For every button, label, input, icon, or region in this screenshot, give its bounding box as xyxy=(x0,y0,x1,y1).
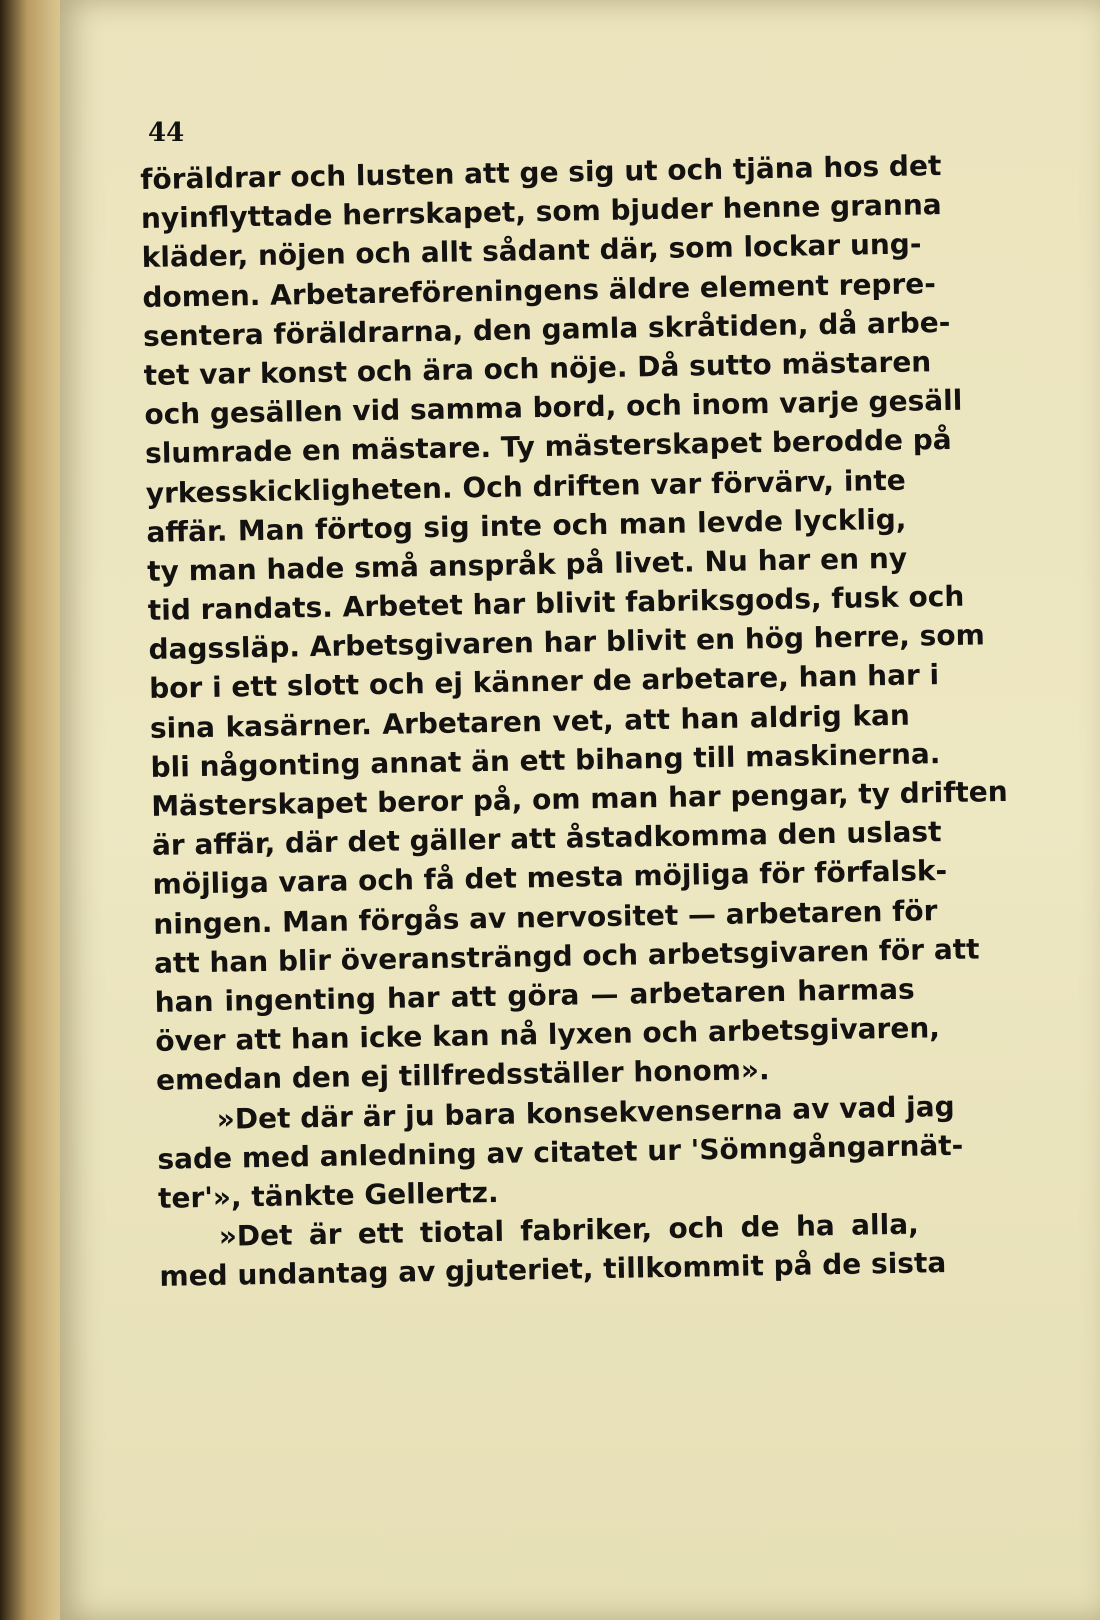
text-line: domen. Arbetareföreningens äldre element repre- xyxy=(142,266,937,314)
text-line: och gesällen vid samma bord, och inom varje gesäll xyxy=(144,383,963,432)
text-line: möjliga vara och få det mesta möjliga för förfalsk- xyxy=(152,854,948,902)
text-line: slumrade en mästare. Ty mästerskapet berodde på xyxy=(144,423,952,471)
text-line: föräldrar och lusten att ge sig ut och tjäna hos det xyxy=(140,149,942,196)
text-line: sina kasärner. Arbetaren vet, att han aldrig kan xyxy=(149,698,911,745)
text-line: över att han icke kan nå lyxen och arbetsgivaren, xyxy=(155,1011,941,1058)
text-line: sade med anledning av citatet ur 'Sömngångarnät- xyxy=(157,1128,964,1176)
body-text xyxy=(140,147,1008,1297)
text-line: bor i ett slott och ej känner de arbetare, han har i xyxy=(148,658,940,706)
text-line: dagssläp. Arbetsgivaren har blivit en hög herre, som xyxy=(148,618,986,667)
text-line: emedan den ej tillfredsställer honom». xyxy=(155,1053,770,1098)
text-line: ty man hade små anspråk på livet. Nu har en ny xyxy=(146,541,908,588)
text-line: bli någonting annat än ett bihang till maskinerna. xyxy=(150,736,941,784)
text-line: att han blir överansträngd och arbetsgivaren för att xyxy=(153,932,980,980)
text-line: nyinflyttade herrskapet, som bjuder henne granna xyxy=(140,188,942,236)
page-number: 44 xyxy=(148,118,185,148)
text-line: ter'», tänkte Gellertz. xyxy=(157,1175,499,1215)
text-line: är affär, där det gäller att åstadkomma den uslast xyxy=(151,815,942,863)
text-line: yrkesskickligheten. Och driften var förvärv, inte xyxy=(145,463,906,510)
text-line: tet var konst och ära och nöje. Då sutto mästaren xyxy=(143,345,932,392)
text-line: med undantag av gjuteriet, tillkommit på de sista xyxy=(159,1246,947,1294)
text-line: tid randats. Arbetet har blivit fabriksgods, fusk och xyxy=(147,579,965,627)
text-line: Mästerskapet beror på, om man har pengar, ty driften xyxy=(150,774,1008,823)
text-line: kläder, nöjen och allt sådant där, som lockar ung- xyxy=(141,227,922,275)
text-line: sentera föräldrarna, den gamla skråtiden, då arbe- xyxy=(142,305,951,353)
text-line: affär. Man förtog sig inte och man levde lycklig, xyxy=(146,502,907,549)
text-line: »Det är ett tiotal fabriker, och de ha alla, xyxy=(218,1207,919,1253)
text-line: ningen. Man förgås av nervositet — arbetaren för xyxy=(153,893,938,941)
text-line: han ingenting har att göra — arbetaren harmas xyxy=(154,972,915,1019)
text-line: »Det där är ju bara konsekvenserna av vad jag xyxy=(216,1089,955,1136)
